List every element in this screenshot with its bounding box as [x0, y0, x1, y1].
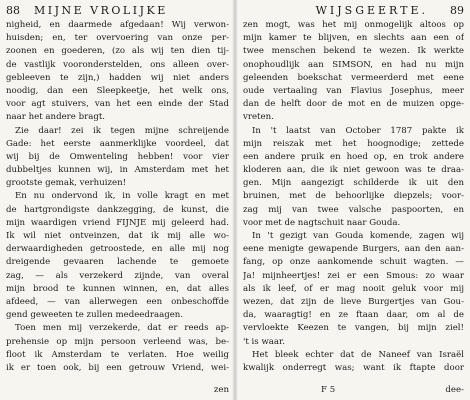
text-line: als ik leef, of er mag nooit geluk voor mij	[243, 283, 464, 294]
text-line: Gade: het eerste aanmerklijke voordeel, dat	[6, 138, 229, 149]
text-line: nigheid, en daarmede afgedaan! Wij verwon-	[6, 20, 229, 30]
text-line: In 't gezigt van Gouda komende, zagen wij	[252, 231, 464, 241]
right-page	[235, 0, 470, 400]
text-line: da, waaragtig! en ze ftaan daar, om al de	[243, 310, 464, 321]
text-line: onophoudlijk aan SIMSON, en had nu mijn	[243, 59, 464, 70]
catchword: zen	[213, 385, 229, 395]
text-line: zen mogt, was het mij onmogelijk altoos op	[243, 20, 464, 30]
text-line: dan de helft door de mot en de muizen opge-	[243, 99, 464, 110]
text-line: ik er toen ook, bij een getrouw Vriend, wei-	[6, 362, 229, 373]
text-line: wij bij de Omwenteling hebben! voor vier	[6, 151, 229, 162]
page-number: 88	[6, 4, 20, 17]
text-line: Ik wil niet ontveinzen, dat ik mij alle wo-	[6, 231, 229, 241]
text-line: prehensie op mijn persoon verleend was, be-	[6, 336, 229, 347]
text-line: oude vertaaling van Flavius Josephus, meer	[243, 85, 464, 96]
text-line: 't is waar.	[243, 336, 285, 347]
text-line: voor agt stuivers, van het een einde der Stad	[6, 99, 229, 110]
text-line: afdeed, — van allerwegen een onbeschoffde	[6, 296, 229, 307]
right-page-header	[243, 4, 464, 18]
text-line: zag, — als verzekerd zijnde, van overal	[6, 270, 229, 281]
text-line: kloderen aan, die ik niet gewoon was te draa-	[243, 165, 464, 176]
text-line: de vastlijk vooronderstelden, ons alleen over-	[6, 59, 229, 70]
left-page-footer	[6, 384, 229, 397]
text-line: grootste gemak, verhuizen!	[6, 178, 127, 189]
text-line: dreigende gevaaren lachende te gemoete	[6, 257, 229, 268]
text-line: voor met de nagtschuit naar Gouda.	[243, 217, 401, 228]
text-line: dubbeltjes kunnen wij, in Amsterdam met het	[6, 165, 229, 176]
text-line: naar het andere bragt.	[6, 112, 106, 123]
text-line: derwaardigheden getroostede, en alle mij nog	[6, 244, 229, 255]
text-line: zoonen en goederen, (zo als wij ten dien tij-	[6, 46, 229, 57]
text-line: zag mij van twee valsche paspoorten, en	[243, 204, 464, 215]
text-line: mijn brood te kunnen winnen, en, dat alles	[6, 283, 229, 294]
text-line: huisden; en, ter overvoering van onze per-	[6, 33, 229, 44]
text-line: een andere pruik en hoed op, en trok andere	[243, 151, 464, 162]
text-line: En nu ondervond ik, in volle kragt en met	[15, 191, 229, 202]
right-page-footer	[241, 384, 464, 397]
right-page-text	[243, 19, 464, 375]
text-line: vreten.	[243, 112, 274, 123]
text-line: mijn kamer te blijven, en slechts aan een of	[243, 33, 464, 44]
text-line: vervloekte Keezen te vangen, bij mijn ziel!	[243, 323, 464, 334]
catchword: dee-	[445, 385, 464, 395]
text-line: fang, op onze aankomende schuit wagten. —	[243, 257, 464, 268]
running-head: WIJSGEERTE.	[315, 4, 428, 17]
text-line: kwalijk onderregt was; want ik ftapte door	[243, 362, 464, 373]
signature-mark: F 5	[321, 385, 336, 395]
text-line: mijn waardigen vriend FIJNJE mij geleerd had.	[6, 217, 229, 228]
page-number: 89	[450, 4, 464, 17]
text-line: Ja! mijnheertjes! zei er een Smous: zo waar	[243, 270, 464, 281]
text-line: Zie daar! zei ik tegen mijne schreijende	[15, 125, 229, 136]
left-page-header	[6, 4, 229, 18]
running-head: MIJNE VROLIJKE	[34, 4, 168, 17]
text-line: twee menschen bekend te wezen. Ik werkte	[243, 46, 464, 57]
text-line: wezen, dat zijn de lieve Burgertjes van Gou-	[243, 296, 464, 307]
text-line: Het bleek echter dat de Naneef van Israël	[252, 349, 464, 360]
text-line: gen. Mijn aangezigt schilderde ik uit den	[243, 178, 464, 189]
text-line: geleenden boekschat vermeerderd met eene	[243, 72, 464, 83]
text-line: gebleeven te zijn,) hadden wij niet anders	[6, 72, 229, 83]
text-line: bruinen, met de behoorlijke diepzels; voor-	[243, 191, 464, 202]
text-line: mijn reiszak met het hoognodige; zettede	[243, 138, 464, 149]
text-line: In 't laatst van October 1787 pakte ik	[252, 125, 464, 136]
text-line: floot ik Amsterdam te verlaten. Hoe weilig	[6, 349, 229, 360]
text-line: eene menigte gewapende Burgers, aan den aan-	[243, 244, 464, 255]
text-line: de hartgrondigste dankzegging, de kunst, die	[6, 204, 229, 215]
text-line: gend geweeten te zullen medeedraagen.	[6, 310, 184, 321]
text-line: Toen men mij verzekerde, dat er reeds ap-	[15, 323, 229, 334]
text-line: noodig, dan een Sleepkeetje, het welk ons,	[6, 85, 229, 96]
left-page-text	[6, 19, 229, 375]
